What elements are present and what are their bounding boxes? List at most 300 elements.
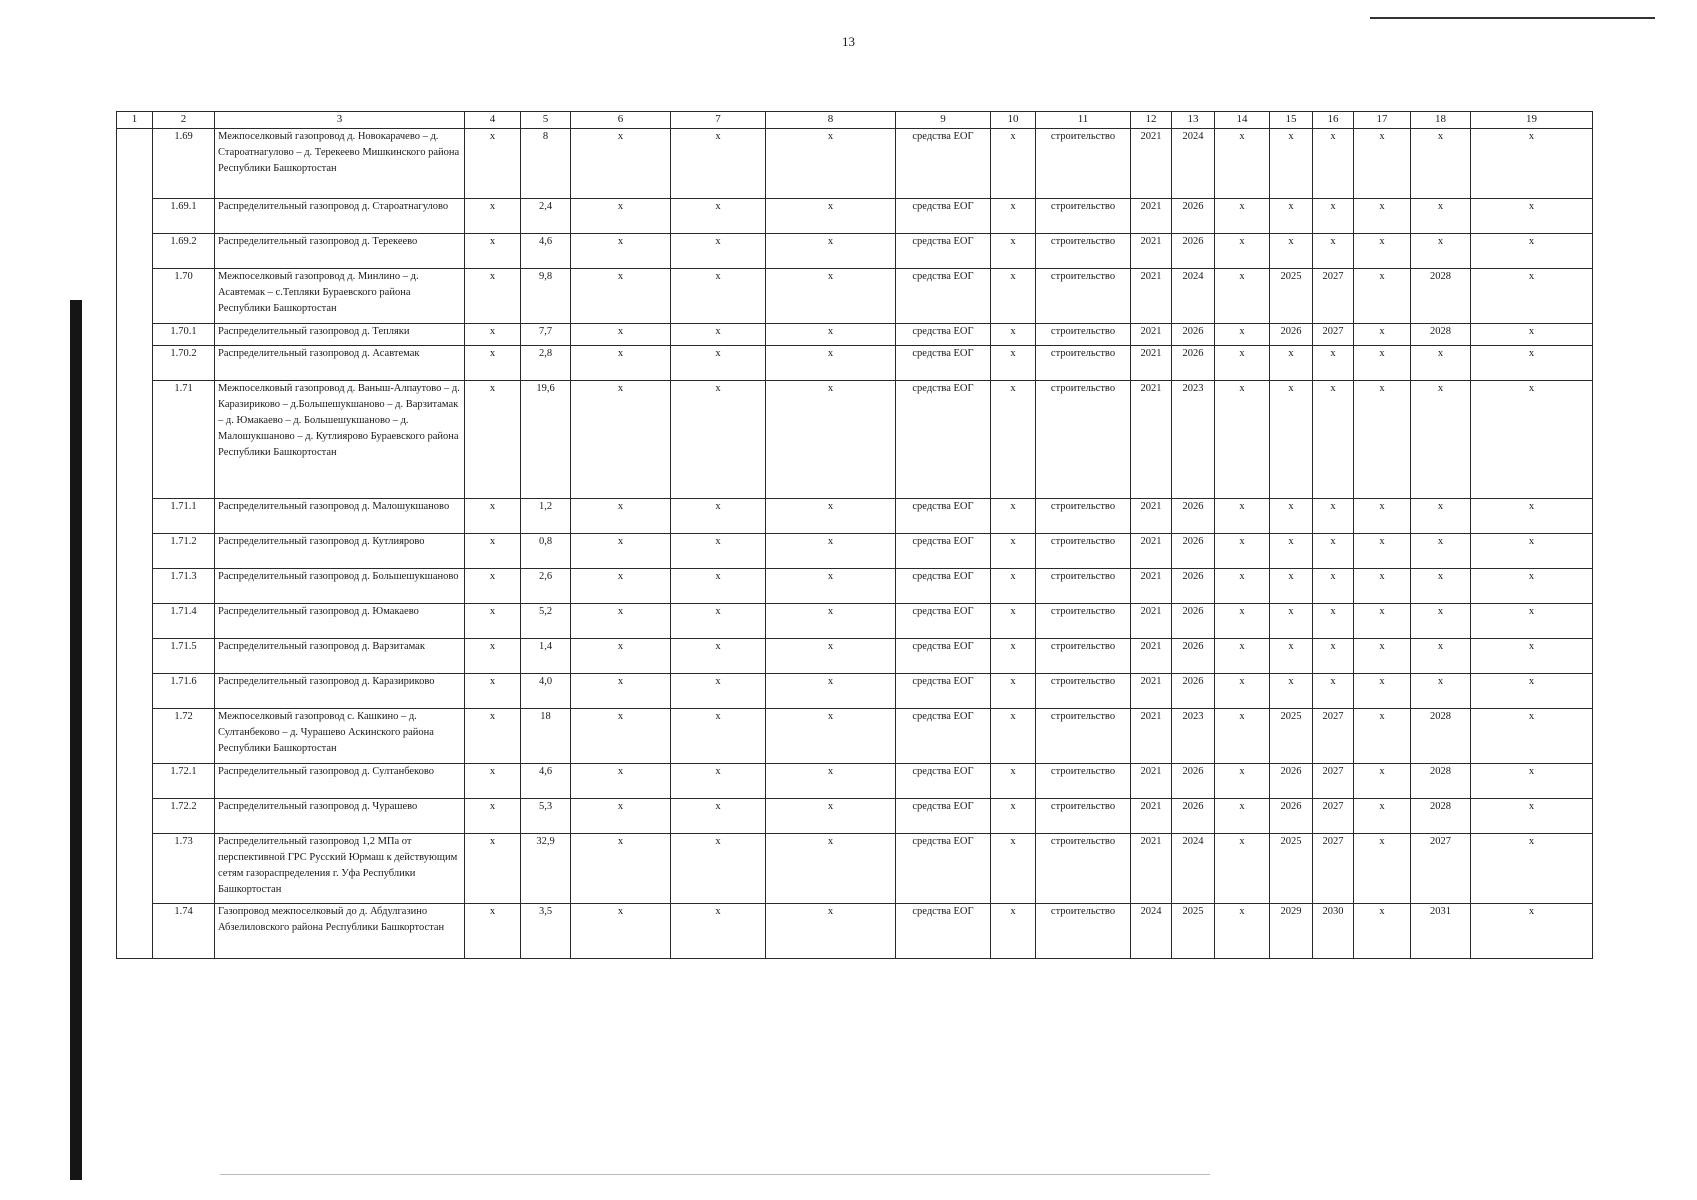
cell-col-8: х [766,799,896,834]
cell-col-12: 2021 [1131,569,1172,604]
cell-col-2: 1.71.6 [153,674,215,709]
cell-col-13: 2023 [1172,381,1215,499]
cell-col-19: х [1471,534,1593,569]
cell-col-5: 4,6 [521,234,571,269]
cell-col-12: 2021 [1131,199,1172,234]
cell-col-1 [117,639,153,674]
cell-col-17: х [1354,129,1411,199]
cell-col-19: х [1471,324,1593,346]
cell-col-7: х [671,904,766,959]
cell-col-1 [117,709,153,764]
scan-artifact-top-line [1370,17,1655,19]
cell-col-9: средства ЕОГ [896,799,991,834]
cell-col-6: х [571,834,671,904]
cell-col-1 [117,534,153,569]
cell-col-6: х [571,269,671,324]
cell-col-15: 2029 [1270,904,1313,959]
cell-col-13: 2026 [1172,534,1215,569]
cell-col-3: Распределительный газопровод д. Чурашево [215,799,465,834]
cell-col-10: х [991,381,1036,499]
cell-col-6: х [571,499,671,534]
cell-col-7: х [671,499,766,534]
cell-col-14: х [1215,904,1270,959]
cell-col-14: х [1215,324,1270,346]
cell-col-2: 1.72 [153,709,215,764]
cell-col-8: х [766,674,896,709]
cell-col-9: средства ЕОГ [896,904,991,959]
cell-col-3: Распределительный газопровод 1,2 МПа от перспективной ГРС Русский Юрмаш к действующим сетям газораспределения г. Уфа Республики Башкортостан [215,834,465,904]
cell-col-4: х [465,569,521,604]
cell-col-13: 2023 [1172,709,1215,764]
cell-col-13: 2024 [1172,269,1215,324]
column-header-1: 1 [117,112,153,129]
cell-col-13: 2026 [1172,674,1215,709]
table-row [117,381,1593,499]
cell-col-6: х [571,604,671,639]
cell-col-15: х [1270,604,1313,639]
cell-col-13: 2026 [1172,324,1215,346]
cell-col-5: 1,4 [521,639,571,674]
cell-col-14: х [1215,604,1270,639]
cell-col-14: х [1215,381,1270,499]
cell-col-9: средства ЕОГ [896,674,991,709]
cell-col-10: х [991,499,1036,534]
column-header-17: 17 [1354,112,1411,129]
column-header-7: 7 [671,112,766,129]
cell-col-10: х [991,199,1036,234]
table-body [117,129,1593,959]
cell-col-13: 2026 [1172,569,1215,604]
column-header-8: 8 [766,112,896,129]
cell-col-4: х [465,674,521,709]
table-row [117,324,1593,346]
cell-col-18: х [1411,674,1471,709]
table-row [117,129,1593,199]
cell-col-19: х [1471,269,1593,324]
cell-col-18: х [1411,346,1471,381]
cell-col-17: х [1354,534,1411,569]
cell-col-5: 9,8 [521,269,571,324]
cell-col-5: 19,6 [521,381,571,499]
cell-col-7: х [671,269,766,324]
cell-col-4: х [465,234,521,269]
cell-col-15: 2026 [1270,324,1313,346]
cell-col-1 [117,834,153,904]
cell-col-11: строительство [1036,269,1131,324]
cell-col-17: х [1354,569,1411,604]
cell-col-9: средства ЕОГ [896,604,991,639]
cell-col-1 [117,904,153,959]
cell-col-4: х [465,709,521,764]
cell-col-8: х [766,569,896,604]
cell-col-16: 2027 [1313,709,1354,764]
cell-col-5: 2,4 [521,199,571,234]
cell-col-13: 2026 [1172,234,1215,269]
cell-col-17: х [1354,324,1411,346]
cell-col-10: х [991,639,1036,674]
cell-col-9: средства ЕОГ [896,129,991,199]
cell-col-9: средства ЕОГ [896,381,991,499]
cell-col-2: 1.72.1 [153,764,215,799]
cell-col-15: х [1270,569,1313,604]
column-header-19: 19 [1471,112,1593,129]
cell-col-12: 2021 [1131,639,1172,674]
cell-col-13: 2026 [1172,199,1215,234]
cell-col-6: х [571,129,671,199]
cell-col-17: х [1354,834,1411,904]
cell-col-3: Распределительный газопровод д. Варзитамак [215,639,465,674]
cell-col-14: х [1215,346,1270,381]
column-header-3: 3 [215,112,465,129]
cell-col-10: х [991,234,1036,269]
page-number: 13 [842,34,855,49]
cell-col-9: средства ЕОГ [896,709,991,764]
cell-col-16: х [1313,199,1354,234]
cell-col-19: х [1471,674,1593,709]
cell-col-14: х [1215,534,1270,569]
cell-col-5: 3,5 [521,904,571,959]
cell-col-11: строительство [1036,346,1131,381]
cell-col-7: х [671,709,766,764]
cell-col-15: х [1270,346,1313,381]
cell-col-16: х [1313,569,1354,604]
cell-col-13: 2026 [1172,346,1215,381]
cell-col-10: х [991,346,1036,381]
cell-col-15: х [1270,674,1313,709]
cell-col-16: х [1313,129,1354,199]
cell-col-11: строительство [1036,834,1131,904]
cell-col-10: х [991,834,1036,904]
cell-col-4: х [465,834,521,904]
table-row [117,764,1593,799]
cell-col-10: х [991,129,1036,199]
cell-col-18: 2027 [1411,834,1471,904]
table-row [117,834,1593,904]
cell-col-3: Распределительный газопровод д. Большешукшаново [215,569,465,604]
cell-col-1 [117,269,153,324]
cell-col-13: 2024 [1172,834,1215,904]
cell-col-1 [117,199,153,234]
cell-col-14: х [1215,499,1270,534]
table-row [117,904,1593,959]
column-header-18: 18 [1411,112,1471,129]
cell-col-2: 1.70 [153,269,215,324]
cell-col-11: строительство [1036,764,1131,799]
cell-col-13: 2025 [1172,904,1215,959]
cell-col-9: средства ЕОГ [896,834,991,904]
cell-col-19: х [1471,381,1593,499]
cell-col-19: х [1471,569,1593,604]
cell-col-2: 1.71.4 [153,604,215,639]
cell-col-17: х [1354,499,1411,534]
cell-col-12: 2021 [1131,764,1172,799]
cell-col-4: х [465,764,521,799]
cell-col-17: х [1354,269,1411,324]
cell-col-15: 2025 [1270,834,1313,904]
cell-col-17: х [1354,199,1411,234]
cell-col-4: х [465,199,521,234]
cell-col-11: строительство [1036,499,1131,534]
cell-col-8: х [766,604,896,639]
cell-col-19: х [1471,834,1593,904]
cell-col-15: х [1270,381,1313,499]
cell-col-10: х [991,709,1036,764]
cell-col-14: х [1215,269,1270,324]
cell-col-12: 2021 [1131,499,1172,534]
cell-col-5: 32,9 [521,834,571,904]
cell-col-6: х [571,674,671,709]
cell-col-1 [117,346,153,381]
cell-col-19: х [1471,709,1593,764]
cell-col-3: Межпоселковый газопровод д. Новокарачево – д. Староатнагулово – д. Терекеево Мишкинского района Республики Башкортостан [215,129,465,199]
cell-col-17: х [1354,799,1411,834]
cell-col-14: х [1215,639,1270,674]
cell-col-7: х [671,324,766,346]
cell-col-3: Распределительный газопровод д. Каразириково [215,674,465,709]
cell-col-10: х [991,904,1036,959]
cell-col-11: строительство [1036,199,1131,234]
cell-col-13: 2024 [1172,129,1215,199]
cell-col-11: строительство [1036,324,1131,346]
cell-col-3: Межпоселковый газопровод с. Кашкино – д. Султанбеково – д. Чурашево Аскинского района Республики Башкортостан [215,709,465,764]
cell-col-8: х [766,346,896,381]
cell-col-4: х [465,904,521,959]
cell-col-2: 1.71.3 [153,569,215,604]
cell-col-16: х [1313,381,1354,499]
cell-col-3: Распределительный газопровод д. Кутлиярово [215,534,465,569]
cell-col-2: 1.70.2 [153,346,215,381]
table-row [117,234,1593,269]
cell-col-1 [117,569,153,604]
table-row [117,499,1593,534]
cell-col-14: х [1215,709,1270,764]
cell-col-13: 2026 [1172,604,1215,639]
cell-col-3: Распределительный газопровод д. Терекеево [215,234,465,269]
cell-col-4: х [465,639,521,674]
table-row [117,709,1593,764]
cell-col-7: х [671,764,766,799]
column-header-15: 15 [1270,112,1313,129]
cell-col-12: 2021 [1131,834,1172,904]
cell-col-8: х [766,904,896,959]
cell-col-14: х [1215,129,1270,199]
cell-col-11: строительство [1036,709,1131,764]
cell-col-14: х [1215,674,1270,709]
cell-col-11: строительство [1036,569,1131,604]
cell-col-10: х [991,764,1036,799]
cell-col-7: х [671,346,766,381]
cell-col-7: х [671,674,766,709]
cell-col-6: х [571,569,671,604]
cell-col-12: 2021 [1131,674,1172,709]
cell-col-17: х [1354,674,1411,709]
column-header-6: 6 [571,112,671,129]
cell-col-8: х [766,129,896,199]
cell-col-5: 0,8 [521,534,571,569]
cell-col-12: 2021 [1131,346,1172,381]
cell-col-10: х [991,604,1036,639]
cell-col-5: 4,0 [521,674,571,709]
cell-col-9: средства ЕОГ [896,269,991,324]
cell-col-2: 1.70.1 [153,324,215,346]
cell-col-2: 1.69 [153,129,215,199]
cell-col-4: х [465,129,521,199]
cell-col-16: 2030 [1313,904,1354,959]
cell-col-18: х [1411,604,1471,639]
cell-col-7: х [671,381,766,499]
cell-col-18: х [1411,569,1471,604]
cell-col-8: х [766,764,896,799]
cell-col-17: х [1354,639,1411,674]
cell-col-16: 2027 [1313,834,1354,904]
cell-col-6: х [571,199,671,234]
cell-col-3: Распределительный газопровод д. Тепляки [215,324,465,346]
table-header-row [117,112,1593,129]
cell-col-5: 7,7 [521,324,571,346]
cell-col-16: 2027 [1313,764,1354,799]
cell-col-1 [117,799,153,834]
cell-col-14: х [1215,764,1270,799]
cell-col-2: 1.74 [153,904,215,959]
cell-col-19: х [1471,764,1593,799]
cell-col-4: х [465,499,521,534]
cell-col-15: х [1270,639,1313,674]
register-table [116,111,1593,959]
cell-col-9: средства ЕОГ [896,764,991,799]
cell-col-19: х [1471,799,1593,834]
cell-col-9: средства ЕОГ [896,346,991,381]
cell-col-17: х [1354,604,1411,639]
cell-col-12: 2021 [1131,234,1172,269]
cell-col-18: х [1411,381,1471,499]
cell-col-7: х [671,639,766,674]
cell-col-14: х [1215,199,1270,234]
cell-col-5: 2,6 [521,569,571,604]
cell-col-2: 1.69.1 [153,199,215,234]
cell-col-14: х [1215,799,1270,834]
table-row [117,569,1593,604]
cell-col-4: х [465,324,521,346]
cell-col-8: х [766,381,896,499]
cell-col-16: 2027 [1313,269,1354,324]
cell-col-15: 2026 [1270,799,1313,834]
cell-col-7: х [671,129,766,199]
cell-col-12: 2021 [1131,799,1172,834]
cell-col-7: х [671,604,766,639]
cell-col-12: 2021 [1131,381,1172,499]
cell-col-11: строительство [1036,904,1131,959]
cell-col-18: х [1411,129,1471,199]
cell-col-19: х [1471,499,1593,534]
cell-col-5: 8 [521,129,571,199]
cell-col-3: Распределительный газопровод д. Юмакаево [215,604,465,639]
cell-col-15: х [1270,234,1313,269]
cell-col-5: 1,2 [521,499,571,534]
cell-col-8: х [766,199,896,234]
cell-col-18: 2028 [1411,269,1471,324]
cell-col-12: 2021 [1131,324,1172,346]
column-header-12: 12 [1131,112,1172,129]
cell-col-1 [117,234,153,269]
cell-col-18: 2028 [1411,764,1471,799]
cell-col-2: 1.72.2 [153,799,215,834]
cell-col-18: 2031 [1411,904,1471,959]
cell-col-16: х [1313,534,1354,569]
cell-col-10: х [991,534,1036,569]
cell-col-2: 1.71.2 [153,534,215,569]
cell-col-19: х [1471,199,1593,234]
table-row [117,674,1593,709]
cell-col-11: строительство [1036,674,1131,709]
cell-col-17: х [1354,346,1411,381]
cell-col-5: 18 [521,709,571,764]
cell-col-19: х [1471,904,1593,959]
cell-col-2: 1.71.5 [153,639,215,674]
cell-col-15: 2025 [1270,709,1313,764]
table-row [117,534,1593,569]
cell-col-10: х [991,324,1036,346]
cell-col-12: 2021 [1131,709,1172,764]
cell-col-12: 2021 [1131,129,1172,199]
cell-col-1 [117,604,153,639]
cell-col-18: 2028 [1411,799,1471,834]
column-header-13: 13 [1172,112,1215,129]
cell-col-10: х [991,674,1036,709]
cell-col-8: х [766,709,896,764]
cell-col-17: х [1354,904,1411,959]
cell-col-18: х [1411,234,1471,269]
scan-artifact-bottom-line [220,1174,1210,1175]
cell-col-14: х [1215,569,1270,604]
cell-col-15: 2025 [1270,269,1313,324]
cell-col-9: средства ЕОГ [896,324,991,346]
cell-col-17: х [1354,764,1411,799]
cell-col-14: х [1215,234,1270,269]
table-row [117,604,1593,639]
cell-col-13: 2026 [1172,499,1215,534]
cell-col-1 [117,499,153,534]
cell-col-3: Распределительный газопровод д. Асавтемак [215,346,465,381]
column-header-4: 4 [465,112,521,129]
cell-col-6: х [571,234,671,269]
scan-artifact-left-bar [70,300,82,1180]
cell-col-6: х [571,709,671,764]
cell-col-6: х [571,324,671,346]
cell-col-9: средства ЕОГ [896,534,991,569]
cell-col-11: строительство [1036,381,1131,499]
cell-col-3: Распределительный газопровод д. Султанбеково [215,764,465,799]
cell-col-6: х [571,764,671,799]
cell-col-2: 1.69.2 [153,234,215,269]
cell-col-5: 2,8 [521,346,571,381]
column-header-5: 5 [521,112,571,129]
cell-col-3: Межпоселковый газопровод д. Ваныш-Алпаутово – д. Каразириково – д.Большешукшаново – д. Варзитамак – д. Юмакаево – д. Большешукшаново – д. Малошукшаново – д. Кутлиярово Бураевского района Республики Башкортостан [215,381,465,499]
cell-col-7: х [671,199,766,234]
cell-col-12: 2021 [1131,534,1172,569]
cell-col-13: 2026 [1172,764,1215,799]
column-header-9: 9 [896,112,991,129]
column-header-14: 14 [1215,112,1270,129]
cell-col-19: х [1471,129,1593,199]
cell-col-19: х [1471,604,1593,639]
cell-col-8: х [766,834,896,904]
cell-col-6: х [571,639,671,674]
cell-col-5: 5,2 [521,604,571,639]
cell-col-4: х [465,534,521,569]
cell-col-19: х [1471,234,1593,269]
cell-col-3: Газопровод межпоселковый до д. Абдулгазино Абзелиловского района Республики Башкортостан [215,904,465,959]
cell-col-5: 5,3 [521,799,571,834]
